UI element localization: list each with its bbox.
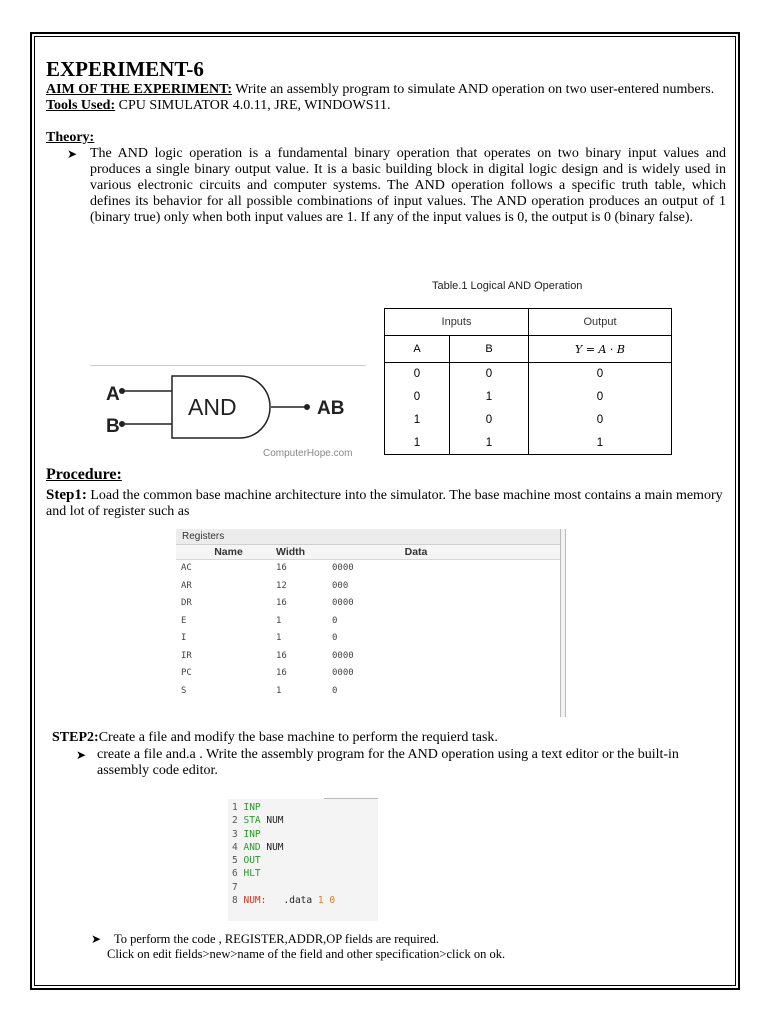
table-row: 0 1 0 [385, 386, 672, 409]
col-name-header: Name [214, 546, 243, 558]
arrow-bullet-icon: ➤ [67, 147, 78, 161]
registers-header [176, 545, 566, 560]
code-editor [228, 799, 378, 921]
gate-input-b: B [106, 416, 120, 437]
table-row: 0 0 0 [385, 363, 672, 386]
truth-table [384, 308, 672, 455]
col-width-header: Width [276, 546, 306, 558]
procedure-heading: Procedure: [46, 466, 122, 483]
document-body [46, 58, 726, 226]
step2-label: STEP2: [52, 730, 99, 745]
tools-label: Tools Used: [46, 98, 116, 113]
final-section [46, 932, 726, 962]
col-b-header: B [450, 336, 529, 363]
step1-paragraph [46, 487, 726, 520]
table-row: AC 16 0000 [181, 563, 354, 573]
step2-section [52, 730, 722, 779]
inputs-header: Inputs [385, 309, 529, 336]
step2-text: Create a file and modify the base machine to perform the requierd task. [98, 730, 498, 745]
registers-scrollbar[interactable] [560, 529, 566, 717]
code-line: 1 INP [232, 802, 261, 813]
code-line: 5 OUT [232, 855, 261, 867]
code-line: 8 NUM: .data 1 0 [232, 895, 336, 907]
table-row: PC 16 0000 [181, 668, 354, 678]
code-line: 7 [232, 881, 238, 893]
table-row: E 1 0 [181, 615, 338, 626]
tools-line [46, 98, 726, 114]
table-row: 1 0 0 [385, 409, 672, 432]
registers-panel [176, 529, 566, 717]
theory-heading: Theory: [46, 130, 95, 145]
theory-paragraph: The AND logic operation is a fundamental binary operation that operates on two binary input values and produces a single binary output value. It is a basic building block in digital logic design and is widely used in various electronic circuits and computer systems. The AND operation follows a specific truth table, which defines its behavior for all possible combinations of input values. The AND operation produces an output of 1 (binary true) only when both input values are 1. If any of the input values is 0, the output is 0 (binary false). [90, 146, 726, 225]
tools-text: CPU SIMULATOR 4.0.11, JRE, WINDOWS11. [115, 98, 391, 113]
code-line: 3 INP [232, 828, 261, 840]
step2-bullet: ➤ create a file and.a . Write the assembly program for the AND operation using a text editor or the built-in assembly code editor. [76, 747, 679, 778]
arrow-bullet-icon: ➤ [91, 932, 102, 946]
step2-line [52, 730, 722, 746]
gate-label: AND [188, 394, 237, 420]
table-row: IR 16 0000 [181, 650, 354, 661]
table-row: I 1 0 [181, 633, 338, 643]
theory-bullet [46, 146, 726, 226]
col-y-header: Y = A · B [529, 336, 672, 363]
aim-label: AIM OF THE EXPERIMENT: [46, 82, 233, 97]
output-header: Output [529, 309, 672, 336]
gate-input-a: A [106, 384, 120, 405]
table-row: DR 16 0000 [181, 598, 354, 608]
final-bullet: ➤ To perform the code , REGISTER,ADDR,OP fields are required. [91, 932, 439, 946]
table-row: 1 1 1 [385, 432, 672, 455]
gate-credit: ComputerHope.com [263, 448, 353, 459]
col-data-header: Data [404, 546, 428, 558]
aim-line [46, 82, 726, 98]
arrow-bullet-icon: ➤ [76, 748, 87, 762]
step1-text: Load the common base machine architecture into the simulator. The base machine most contains a main memory and lot of register such as [46, 488, 723, 519]
experiment-title: EXPERIMENT-6 [46, 57, 204, 81]
table-row: S 1 0 [181, 685, 338, 696]
table-caption: Table.1 Logical AND Operation [432, 280, 583, 292]
final-instruction: Click on edit fields>new>name of the field and other specification>click on ok. [107, 947, 506, 961]
registers-panel-title: Registers [176, 529, 566, 545]
code-line: 2 STA NUM [232, 815, 284, 827]
step1-label: Step1: [46, 487, 87, 503]
aim-text: Write an assembly program to simulate AND operation on two user-entered numbers. [232, 82, 715, 97]
table-row: AR 12 000 [181, 580, 349, 591]
code-line: 4 AND NUM [232, 841, 284, 853]
gate-output: AB [317, 398, 345, 419]
code-line: 6 HLT [232, 868, 261, 880]
col-a-header: A [385, 336, 450, 363]
